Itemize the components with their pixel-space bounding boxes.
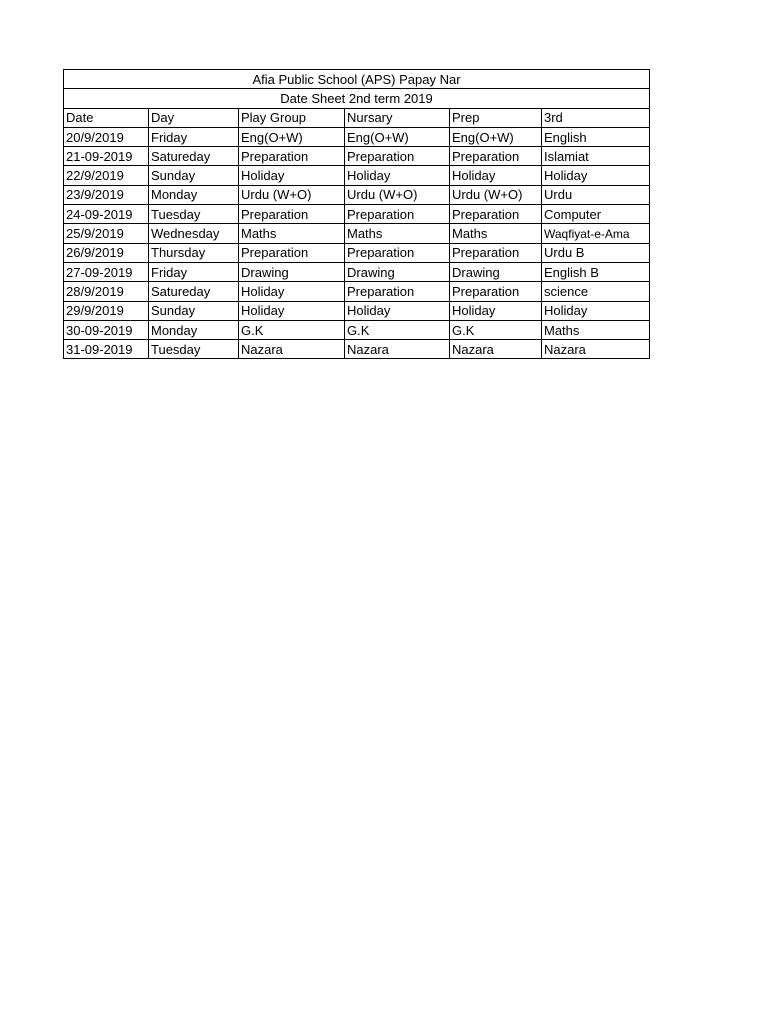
table-cell: Preparation [239, 147, 345, 166]
table-cell: Preparation [450, 147, 542, 166]
table-cell: Monday [149, 320, 239, 339]
date-sheet-table [63, 69, 650, 359]
table-cell: Preparation [345, 282, 450, 301]
table-cell: Nazara [542, 340, 650, 359]
table-row [64, 282, 650, 301]
table-cell: Sunday [149, 166, 239, 185]
table-row [64, 147, 650, 166]
table-row [64, 127, 650, 146]
table-cell: G.K [450, 320, 542, 339]
table-cell: 25/9/2019 [64, 224, 149, 243]
table-cell: Drawing [450, 262, 542, 281]
table-cell: Preparation [345, 243, 450, 262]
table-cell: 29/9/2019 [64, 301, 149, 320]
header-cell: Day [149, 108, 239, 127]
table-cell: 24-09-2019 [64, 205, 149, 224]
table-cell: Urdu (W+O) [450, 185, 542, 204]
table-cell: Thursday [149, 243, 239, 262]
table-cell: Holiday [239, 282, 345, 301]
table-cell: Preparation [239, 205, 345, 224]
header-cell: Nursary [345, 108, 450, 127]
table-cell: Holiday [542, 301, 650, 320]
header-cell: 3rd [542, 108, 650, 127]
table-cell: English B [542, 262, 650, 281]
table-row [64, 166, 650, 185]
table-cell: Urdu (W+O) [345, 185, 450, 204]
header-row [64, 108, 650, 127]
table-cell: 26/9/2019 [64, 243, 149, 262]
table-cell: 21-09-2019 [64, 147, 149, 166]
table-cell: 20/9/2019 [64, 127, 149, 146]
header-cell: Play Group [239, 108, 345, 127]
table-row [64, 301, 650, 320]
table-cell: Friday [149, 127, 239, 146]
table-row [64, 243, 650, 262]
table-row [64, 320, 650, 339]
table-cell: 31-09-2019 [64, 340, 149, 359]
table-cell: Eng(O+W) [239, 127, 345, 146]
table-cell: English [542, 127, 650, 146]
school-name: Afia Public School (APS) Papay Nar [64, 70, 650, 89]
table-cell: G.K [239, 320, 345, 339]
header-cell: Prep [450, 108, 542, 127]
sheet-title: Date Sheet 2nd term 2019 [64, 89, 650, 108]
table-cell: Drawing [239, 262, 345, 281]
table-row [64, 262, 650, 281]
table-cell: Maths [239, 224, 345, 243]
table-cell: Islamiat [542, 147, 650, 166]
table-cell: Urdu (W+O) [239, 185, 345, 204]
sheet-title-row [64, 89, 650, 108]
table-cell: Nazara [345, 340, 450, 359]
table-cell: 27-09-2019 [64, 262, 149, 281]
table-cell: Preparation [239, 243, 345, 262]
table-cell: Satureday [149, 147, 239, 166]
table-cell: Preparation [345, 147, 450, 166]
header-cell: Date [64, 108, 149, 127]
table-cell: Friday [149, 262, 239, 281]
table-cell: Maths [450, 224, 542, 243]
table-cell: Holiday [542, 166, 650, 185]
table-row [64, 340, 650, 359]
table-cell: Tuesday [149, 205, 239, 224]
table-cell: Computer [542, 205, 650, 224]
table-cell: Preparation [345, 205, 450, 224]
table-cell: Nazara [239, 340, 345, 359]
table-cell: Wednesday [149, 224, 239, 243]
table-cell: Holiday [345, 166, 450, 185]
table-cell: Holiday [345, 301, 450, 320]
table-cell: Drawing [345, 262, 450, 281]
table-cell: Preparation [450, 205, 542, 224]
table-cell: Monday [149, 185, 239, 204]
table-cell: 23/9/2019 [64, 185, 149, 204]
table-cell: Waqfiyat-e-Ama [542, 224, 650, 243]
table-row [64, 224, 650, 243]
table-cell: G.K [345, 320, 450, 339]
table-cell: Urdu B [542, 243, 650, 262]
table-cell: 22/9/2019 [64, 166, 149, 185]
table-cell: 30-09-2019 [64, 320, 149, 339]
table-row [64, 185, 650, 204]
table-cell: Holiday [239, 301, 345, 320]
school-name-row [64, 70, 650, 89]
table-cell: Holiday [450, 301, 542, 320]
table-cell: Maths [542, 320, 650, 339]
table-cell: Holiday [450, 166, 542, 185]
table-cell: Satureday [149, 282, 239, 301]
table-cell: Eng(O+W) [450, 127, 542, 146]
table-cell: Eng(O+W) [345, 127, 450, 146]
table-cell: Preparation [450, 282, 542, 301]
table-cell: science [542, 282, 650, 301]
table-row [64, 205, 650, 224]
table-cell: Sunday [149, 301, 239, 320]
table-cell: Urdu [542, 185, 650, 204]
table-cell: Nazara [450, 340, 542, 359]
table-cell: Tuesday [149, 340, 239, 359]
table-cell: Preparation [450, 243, 542, 262]
table-cell: Maths [345, 224, 450, 243]
table-cell: 28/9/2019 [64, 282, 149, 301]
table-cell: Holiday [239, 166, 345, 185]
